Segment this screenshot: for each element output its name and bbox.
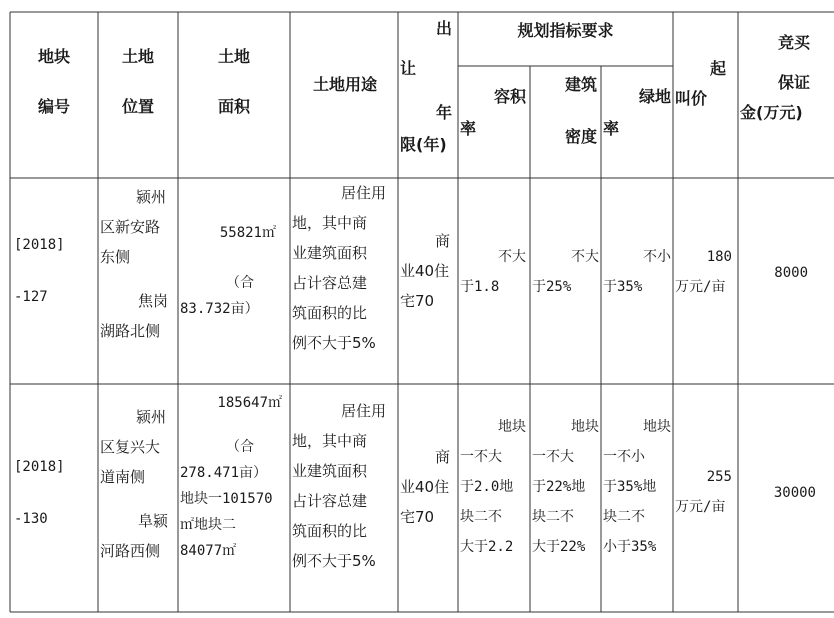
row2-density-line1: 地块 [571,419,599,435]
header-start-price-line1: 起 [709,59,726,78]
table-row-1-location [100,184,178,344]
row2-far-line3: 于2.0地 [460,479,514,495]
row2-plot-no-line1: [2018] [14,459,65,475]
row1-use-line1: 居住用 [340,184,386,202]
row2-far-line1: 地块 [498,419,526,435]
row2-start-price-line2: 万元/亩 [675,499,726,515]
row1-location-line1: 颍州 [135,188,166,206]
row2-use-line6: 例不大于5% [292,552,376,570]
row2-use-line3: 业建筑面积 [292,462,368,480]
row1-use-line2: 地，其中商 [292,214,368,232]
row1-location-line4: 焦岗 [137,292,168,310]
row2-green-line1: 地块 [643,419,671,435]
row2-location-line3: 道南侧 [100,468,146,486]
row2-density-line2: 一不大 [532,449,574,465]
row1-green-line2: 于35% [603,279,643,295]
row1-density-line2: 于25% [532,279,572,295]
table-row-2-term [400,444,458,530]
header-term-line3: 年 [435,103,452,122]
header-green [603,84,673,142]
row1-use-line6: 例不大于5% [292,334,376,352]
row1-term-line2: 业40住 [400,262,450,280]
header-deposit-line2: 保证 [777,73,810,92]
row2-density-line5: 大于22% [532,539,586,555]
header-plot-no-line2: 编号 [37,97,70,116]
table-row-2-plot-no [14,454,98,532]
row2-use-line2: 地，其中商 [292,432,368,450]
table-row-2-use [292,398,398,574]
header-area [178,44,290,120]
row2-area-line1: 185647㎡ [217,395,282,411]
row2-plot-no-line2: -130 [14,511,48,527]
row1-far-line1: 不大 [498,249,526,265]
header-term-line1: 出 [435,19,452,38]
header-planning-label: 规划指标要求 [517,21,614,40]
table-row-1-density [532,244,601,300]
row2-use-line4: 占计容总建 [292,492,368,510]
row2-area-line4: 地块一101570 [180,491,273,507]
header-far [460,84,530,142]
header-green-line2: 率 [603,119,620,138]
header-plot-no-line1: 地块 [37,47,70,66]
row1-green-line1: 不小 [643,249,671,265]
row2-location-line4: 阜颍 [137,512,168,530]
header-density-line2: 密度 [564,127,597,146]
row2-green-line2: 一不小 [603,449,645,465]
table-row-1-area [180,220,290,322]
table-row-2-deposit: 30000 [773,485,816,501]
header-start-price-line2: 叫价 [675,89,708,108]
row2-use-line5: 筑面积的比 [292,522,368,540]
header-start-price [675,56,738,112]
table-row-2-far [460,414,530,560]
row2-area-line3: 278.471亩） [180,465,268,481]
table-row-2-start-price [675,464,738,520]
row1-start-price-line2: 万元/亩 [675,279,726,295]
row1-use-line5: 筑面积的比 [292,304,368,322]
row1-location-line5: 湖路北侧 [100,322,161,340]
row1-far-line2: 于1.8 [460,279,500,295]
header-planning [458,18,673,44]
row2-term-line3: 宅70 [400,508,435,526]
row2-location-line5: 河路西侧 [100,542,161,560]
header-term-line4: 限(年) [400,135,447,154]
row1-use-line3: 业建筑面积 [292,244,368,262]
row2-use-line1: 居住用 [340,402,386,420]
table-row-2-area [180,390,290,564]
table-row-1-plot-no [14,232,98,310]
header-term [400,16,458,158]
table-row-1-far [460,244,530,300]
row1-area-line3: 83.732亩） [180,301,259,317]
table-row-1-use [292,180,398,356]
header-location-line2: 位置 [121,97,154,116]
header-deposit-line1: 竞买 [777,33,810,52]
table-row-1-start-price [675,244,738,300]
row2-far-line4: 块二不 [460,509,502,525]
header-green-line1: 绿地 [638,87,671,106]
row2-area-line5: ㎡地块二 [180,517,236,533]
row1-density-line1: 不大 [571,249,599,265]
row2-far-line2: 一不大 [460,449,502,465]
row1-area-line1: 55821㎡ [219,225,276,241]
header-use-label: 土地用途 [312,75,377,94]
table-row-1-deposit: 8000 [774,265,808,281]
row1-location-line2: 区新安路 [100,218,161,236]
header-area-line1: 土地 [217,47,250,66]
table-row-2-density [532,414,601,560]
table-row-2-location [100,404,178,564]
row1-start-price-line1: 180 [706,249,732,265]
row2-density-line4: 块二不 [532,509,574,525]
row2-green-line5: 小于35% [603,539,657,555]
table-row-1-green [603,244,673,300]
header-far-line2: 率 [460,119,477,138]
row1-plot-no-line1: [2018] [14,237,65,253]
row2-location-line1: 颍州 [135,408,166,426]
row2-far-line5: 大于2.2 [460,539,514,555]
row1-term-line3: 宅70 [400,292,435,310]
row2-term-line1: 商 [434,448,450,466]
row2-density-line3: 于22%地 [532,479,586,495]
header-term-line2: 让 [400,59,417,78]
header-density-line1: 建筑 [564,75,597,94]
row2-area-line2: （合 [226,439,254,455]
row2-green-line3: 于35%地 [603,479,657,495]
header-location-line1: 土地 [121,47,154,66]
row2-term-line2: 业40住 [400,478,450,496]
header-deposit-line3: 金(万元) [740,103,803,122]
header-plot-no [10,44,98,120]
row2-location-line2: 区复兴大 [100,438,161,456]
table-row-1-term [400,228,458,314]
row1-plot-no-line2: -127 [14,289,48,305]
header-location [98,44,178,120]
header-deposit [740,30,834,126]
table-row-2-green [603,414,673,560]
row2-area-line6: 84077㎡ [180,543,237,559]
row1-use-line4: 占计容总建 [292,274,368,292]
header-density [532,72,601,150]
row1-term-line1: 商 [434,232,450,250]
header-far-line1: 容积 [493,87,526,106]
header-area-line2: 面积 [217,97,250,116]
row2-green-line4: 块二不 [603,509,645,525]
row2-start-price-line1: 255 [706,469,732,485]
row1-location-line3: 东侧 [100,248,131,266]
row1-area-line2: （合 [226,275,254,291]
header-use [292,72,398,98]
